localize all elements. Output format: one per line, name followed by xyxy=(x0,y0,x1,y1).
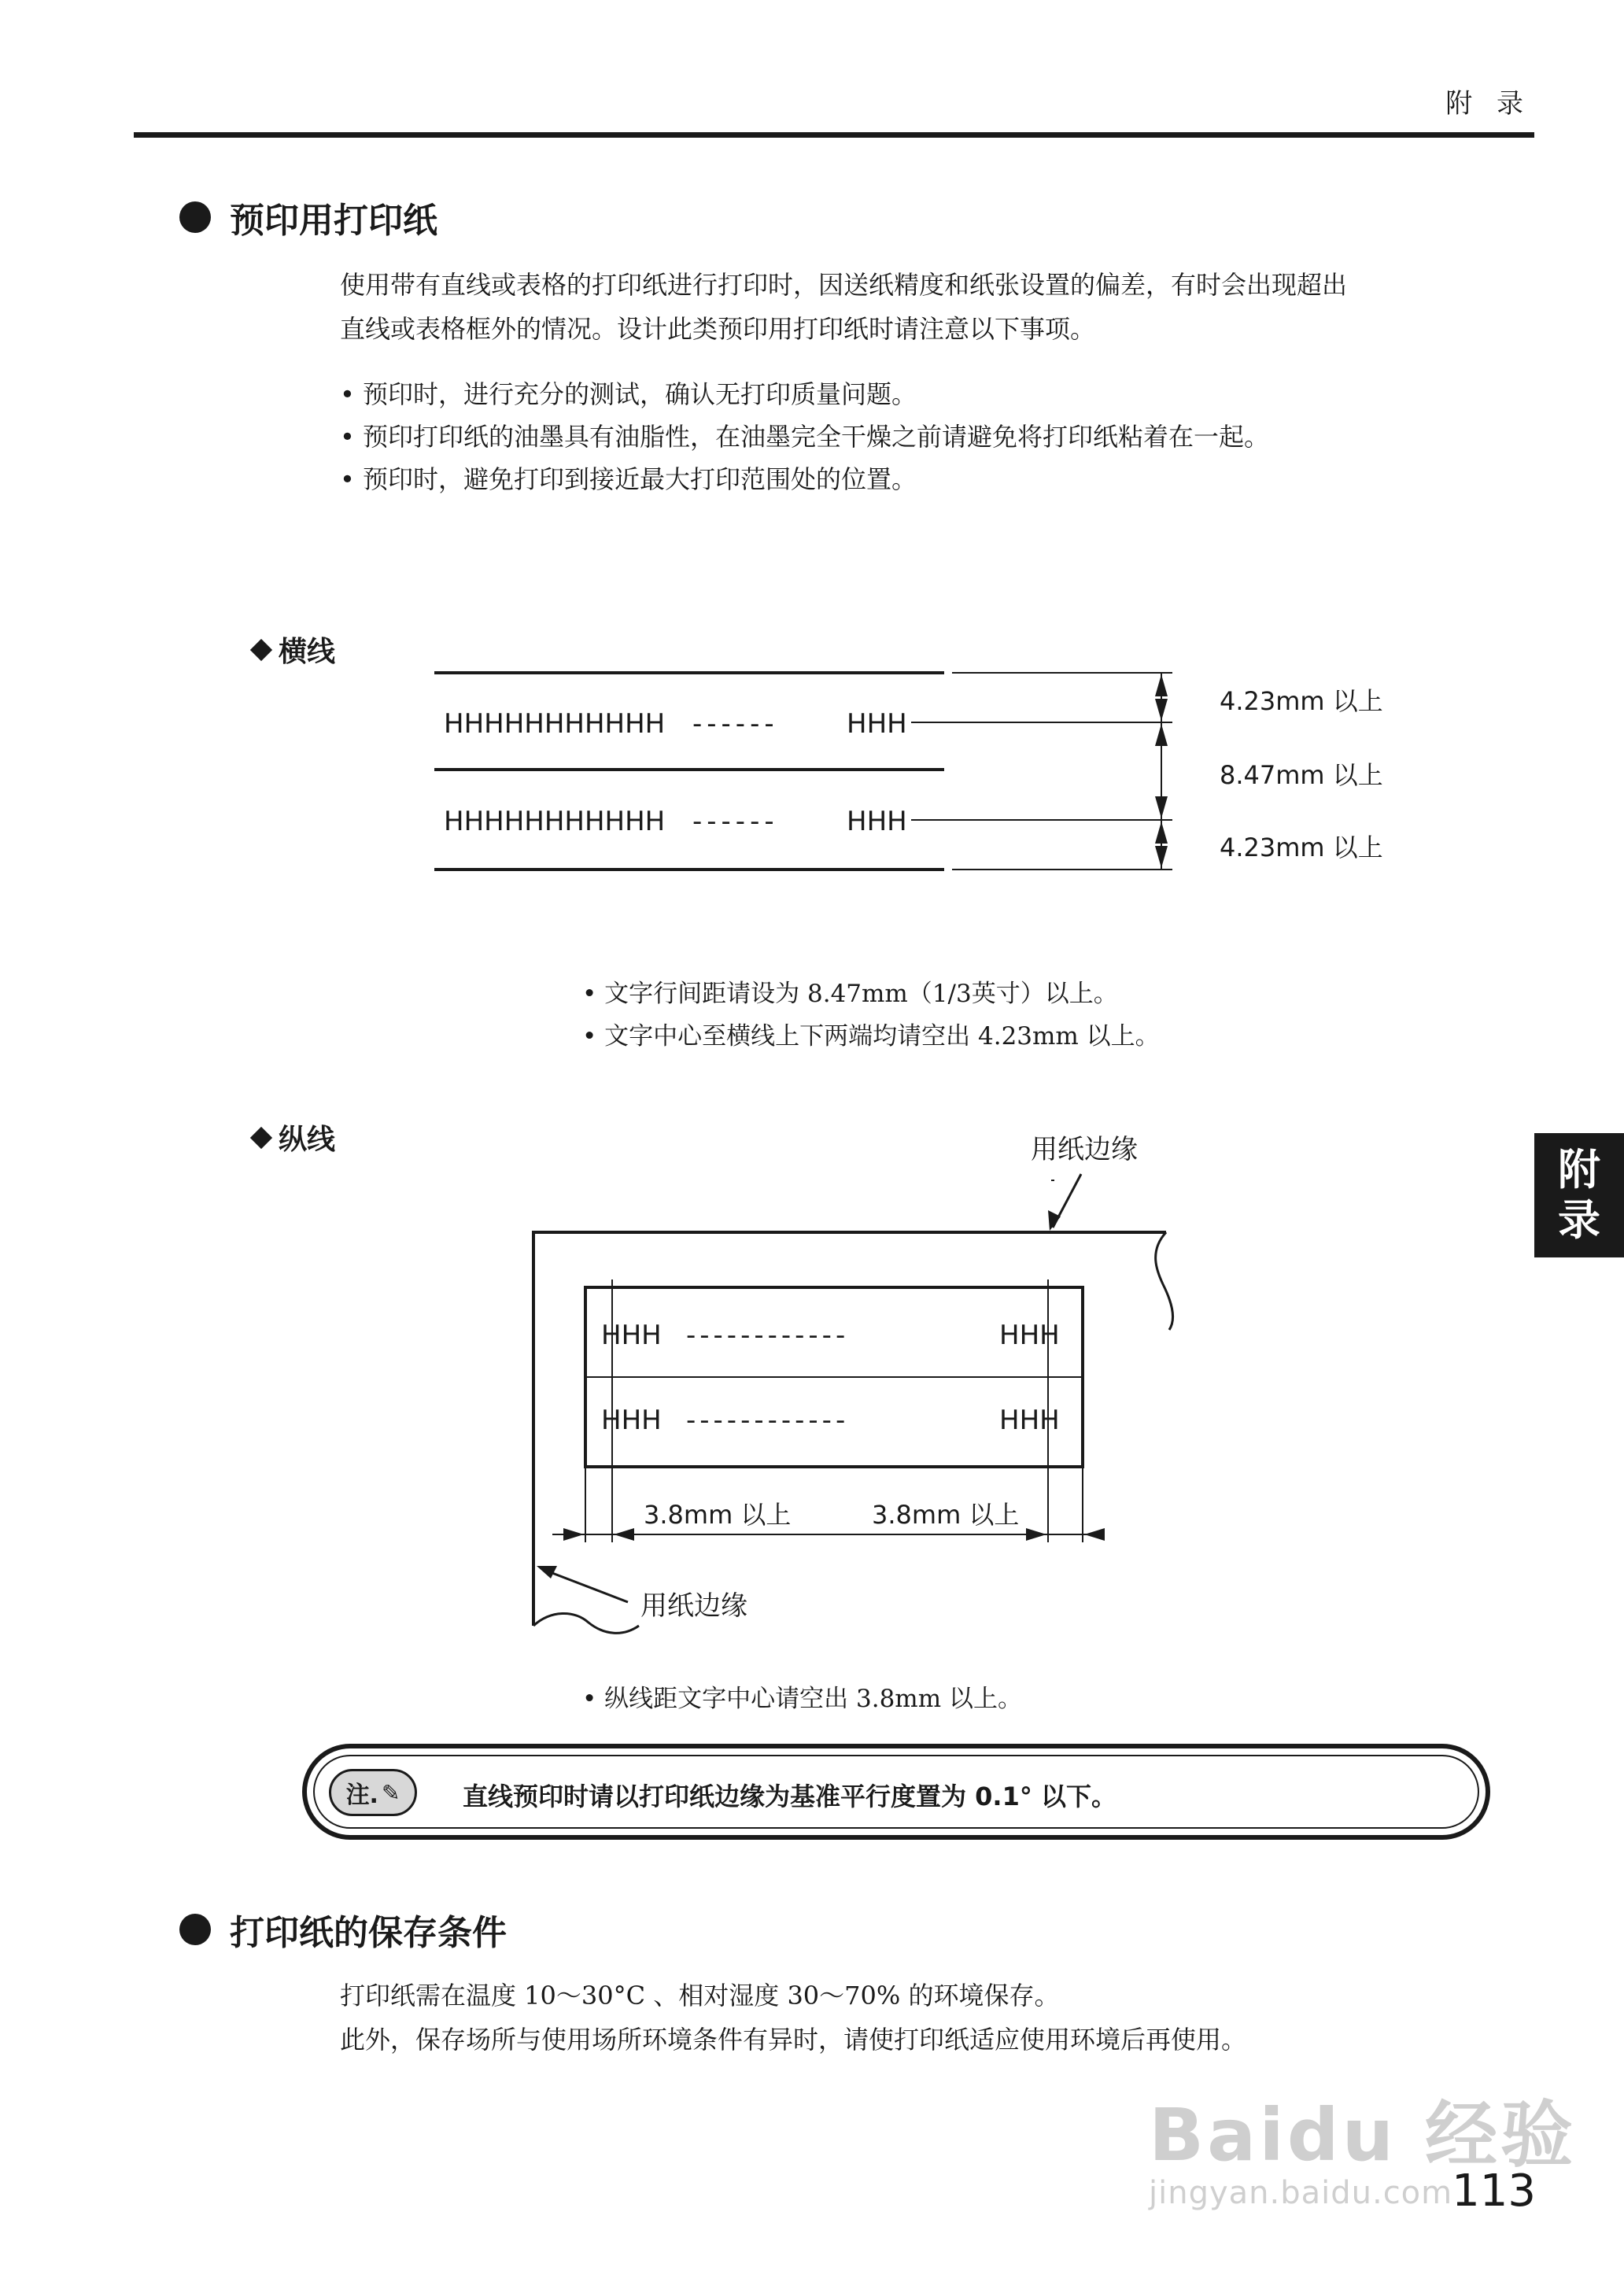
dimension-label-bottom: 4.23mm 以上 xyxy=(1220,833,1383,862)
hline-row2-text-right: HHH xyxy=(847,806,907,837)
hline-row2-text-dash: ------ xyxy=(692,806,779,837)
hline-row1-text-dash: ------ xyxy=(692,708,779,740)
paper-tear-right xyxy=(1156,1232,1173,1330)
vline-row2-text-right: HHH xyxy=(999,1405,1060,1436)
list-item: • 预印时，进行充分的测试，确认无打印质量问题。 xyxy=(340,373,1269,415)
side-tab-line-2: 录 xyxy=(1558,1195,1600,1245)
hline-row1-text-left: HHHHHHHHHHH xyxy=(444,708,666,740)
note-badge-label: 注. xyxy=(345,1782,378,1809)
watermark-sub: jingyan.baidu.com xyxy=(1149,2175,1453,2211)
edge-label-top: 用纸边缘 xyxy=(1031,1134,1138,1165)
header-title: 附 录 xyxy=(1445,88,1531,120)
intro-line-2: 直线或表格框外的情况。设计此类预印用打印纸时请注意以下事项。 xyxy=(340,314,1096,344)
side-tab-line-1: 附 xyxy=(1558,1145,1600,1195)
note-badge xyxy=(329,1769,417,1816)
edge-pointer-bottom xyxy=(546,1571,628,1602)
list-item: • 文字中心至横线上下两端均请空出 4.23mm 以上。 xyxy=(582,1015,1160,1058)
storage-line-2: 此外，保存场所与使用场所环境条件有异时，请使打印纸适应使用环境后再使用。 xyxy=(340,2025,1247,2055)
section-heading-text: 打印纸的保存条件 xyxy=(230,1913,507,1953)
list-item: • 预印打印纸的油墨具有油脂性，在油墨完全干燥之前请避免将打印纸粘着在一起。 xyxy=(340,415,1269,458)
dimension-label-right: 3.8mm 以上 xyxy=(872,1500,1020,1530)
section-heading-storage xyxy=(179,1904,507,1955)
list-item: • 预印时，避免打印到接近最大打印范围处的位置。 xyxy=(340,458,1269,500)
arrow-up-icon xyxy=(537,1566,557,1579)
arrow-right-icon xyxy=(563,1528,584,1541)
vline-row2-text-left: HHH xyxy=(601,1405,662,1436)
dimension-label-top: 4.23mm 以上 xyxy=(1220,686,1383,716)
vline-row2-text-dash: ------------ xyxy=(686,1405,850,1436)
watermark-main: Baidu 经验 xyxy=(1149,2093,1577,2177)
side-tab-appendix[interactable] xyxy=(1534,1133,1624,1257)
hline-row2-text-left: HHHHHHHHHHH xyxy=(444,806,666,837)
note-text: 直线预印时请以打印纸边缘为基准平行度置为 0.1° 以下。 xyxy=(463,1782,1116,1811)
list-item: • 纵线距文字中心请空出 3.8mm 以上。 xyxy=(582,1678,1022,1720)
list-item: • 文字行间距请设为 8.47mm（1/3英寸）以上。 xyxy=(582,973,1160,1015)
page-number: 113 xyxy=(1452,2166,1536,2217)
subheading-vertical-text: 纵线 xyxy=(279,1124,336,1156)
arrow-right-icon xyxy=(1026,1528,1046,1541)
subheading-horizontal-text: 横线 xyxy=(279,636,336,668)
paper-tear-bottom xyxy=(533,1613,639,1633)
bullet-circle-icon xyxy=(179,1914,211,1945)
hline-row1-text-right: HHH xyxy=(847,708,907,740)
vline-row1-text-left: HHH xyxy=(601,1320,662,1351)
edge-label-bottom: 用纸边缘 xyxy=(640,1590,747,1622)
vline-row1-text-dash: ------------ xyxy=(686,1320,850,1351)
storage-paragraph xyxy=(340,1974,1520,2062)
intro-line-1: 使用带有直线或表格的打印纸进行打印时，因送纸精度和纸张设置的偏差，有时会出现超出 xyxy=(340,270,1348,300)
dimension-label-middle: 8.47mm 以上 xyxy=(1220,760,1383,790)
storage-line-1: 打印纸需在温度 10～30°C 、相对湿度 30～70% 的环境保存。 xyxy=(340,1981,1060,2011)
section-heading-text: 预印用打印纸 xyxy=(230,201,437,241)
vertical-notes-list xyxy=(582,1678,1022,1720)
arrow-down-icon xyxy=(1048,1210,1061,1231)
arrow-left-icon xyxy=(1084,1528,1105,1541)
arrow-left-icon xyxy=(614,1528,634,1541)
vline-row1-text-right: HHH xyxy=(999,1320,1060,1351)
dimension-label-left: 3.8mm 以上 xyxy=(644,1500,792,1530)
pencil-icon: ✎ xyxy=(381,1779,400,1806)
